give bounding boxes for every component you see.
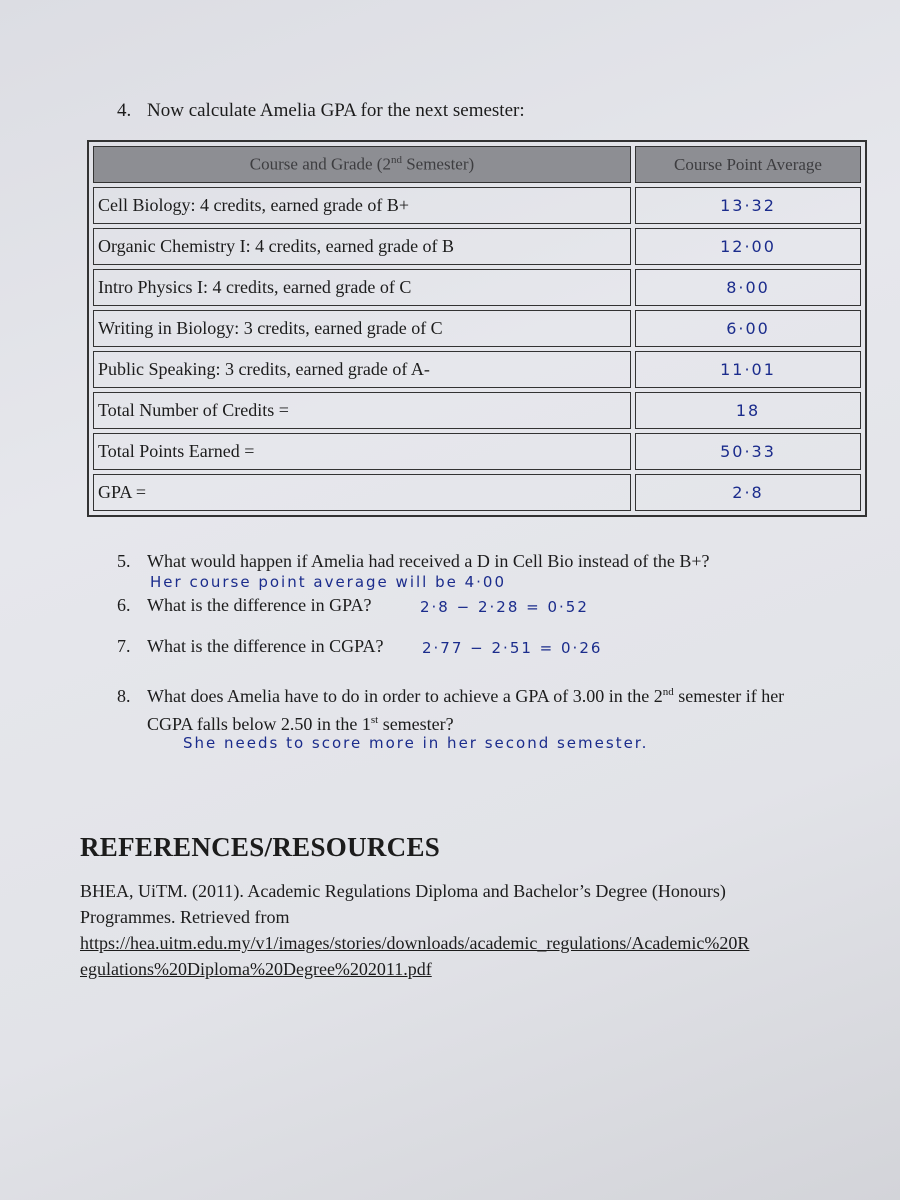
course-label: Public Speaking: 3 credits, earned grade of A- [93,351,631,388]
total-credits-label: Total Number of Credits = [93,392,631,429]
question-number: 4. [117,100,132,121]
course-label: Writing in Biology: 3 credits, earned grade of C [93,310,631,347]
course-label: Organic Chemistry I: 4 credits, earned grade of B [93,228,631,265]
table-row [93,433,861,470]
answer-5: Her course point average will be 4·00 [150,573,507,591]
question-text: What is the difference in CGPA? [147,636,384,656]
reference-line: Programmes. Retrieved from [80,907,290,927]
header-course-and-grade: Course and Grade (2nd Semester) [93,146,631,183]
question-text: What is the difference in GPA? [147,595,372,615]
question-number: 8. [117,686,131,706]
table-row [93,269,861,306]
question-number: 7. [117,636,131,656]
question-6 [117,595,371,616]
reference-link[interactable]: egulations%20Diploma%20Degree%202011.pdf [80,959,432,979]
gpa-value: 2·8 [635,474,861,511]
table-row [93,474,861,511]
gpa-label: GPA = [93,474,631,511]
table-row [93,392,861,429]
table-header-row [93,146,861,183]
table-row [93,228,861,265]
course-label: Cell Biology: 4 credits, earned grade of B+ [93,187,631,224]
question-7 [117,636,383,657]
question-8: 8. What does Amelia have to do in order to achieve a GPA of 3.00 in the 2nd semester if her CGPA falls below 2.50 in the 1st semester? [117,686,785,734]
course-label: Intro Physics I: 4 credits, earned grade of C [93,269,631,306]
header-course-point-average: Course Point Average [635,146,861,183]
course-point-value: 6·00 [635,310,861,347]
question-text: What would happen if Amelia had received a D in Cell Bio instead of the B+? [147,551,710,571]
total-credits-value: 18 [635,392,861,429]
references-heading: REFERENCES/RESOURCES [80,832,441,862]
question-5 [117,551,710,572]
course-point-value: 8·00 [635,269,861,306]
question-number: 5. [117,551,131,571]
table-row [93,351,861,388]
course-point-value: 11·01 [635,351,861,388]
reference-link[interactable]: https://hea.uitm.edu.my/v1/images/stories/downloads/academic_regulations/Academic%20R [80,933,750,953]
answer-7: 2·77 − 2·51 = 0·26 [422,639,603,657]
table-row [93,187,861,224]
reference-entry [80,878,870,982]
grade-table [87,140,867,517]
answer-8: She needs to score more in her second semester. [183,734,649,752]
question-number: 6. [117,595,131,615]
course-point-value: 12·00 [635,228,861,265]
question-text: Now calculate Amelia GPA for the next semester: [147,100,525,121]
question-4 [117,100,525,122]
total-points-value: 50·33 [635,433,861,470]
course-point-value: 13·32 [635,187,861,224]
table-row [93,310,861,347]
reference-line: BHEA, UiTM. (2011). Academic Regulations Diploma and Bachelor’s Degree (Honours) [80,881,726,901]
total-points-label: Total Points Earned = [93,433,631,470]
answer-6: 2·8 − 2·28 = 0·52 [420,598,589,616]
